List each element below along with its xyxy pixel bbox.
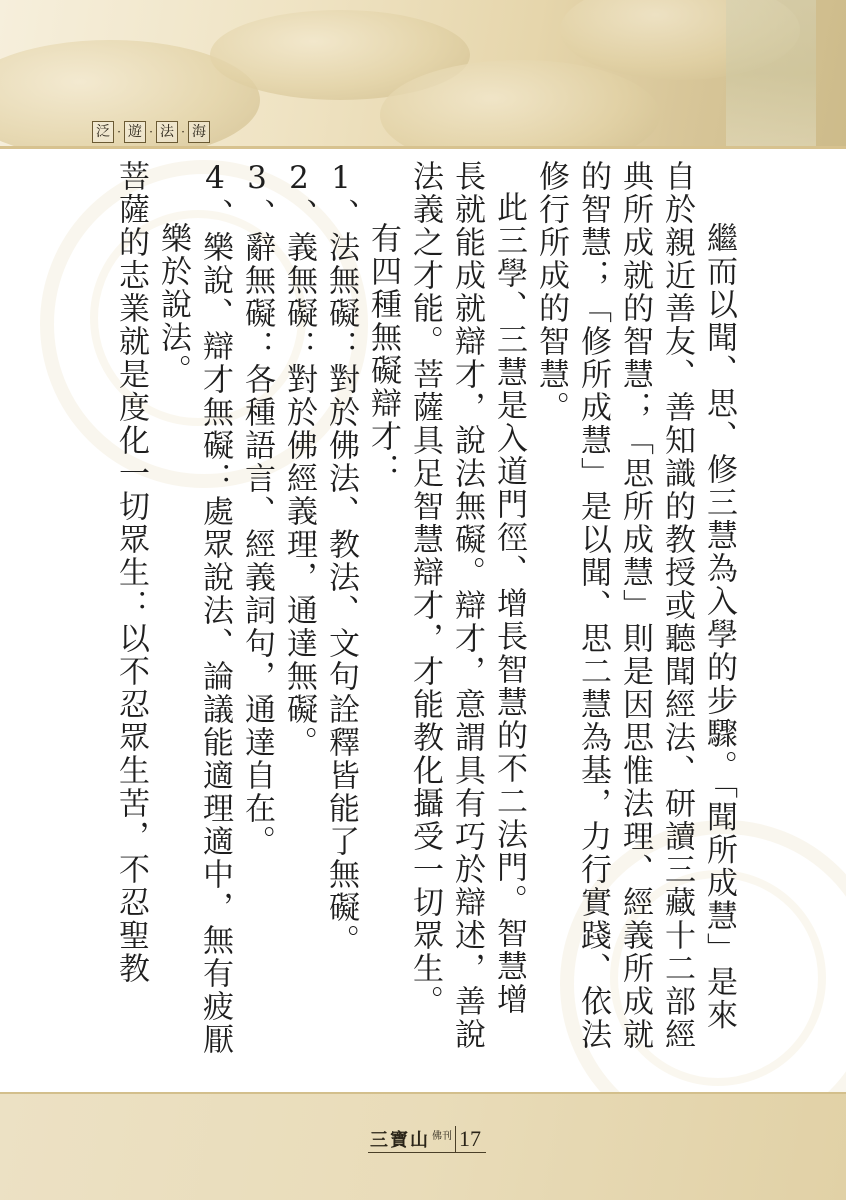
page-number: 17 bbox=[459, 1126, 481, 1151]
series-char-2: 遊 bbox=[124, 121, 146, 143]
text-column: 繼而以聞、思、修三慧為入學的步驟。「聞所成慧」是來 bbox=[701, 222, 737, 1032]
series-char-4: 海 bbox=[188, 121, 210, 143]
article-body bbox=[100, 160, 740, 1085]
list-item: 4、樂說、辯才無礙：處眾說法、論議能適理適中，無有疲厭 bbox=[197, 160, 233, 1056]
page-separator bbox=[455, 1126, 456, 1152]
text-column: 長就能成就辯才，說法無礙。辯才，意謂具有巧於辯述，善說 bbox=[449, 160, 485, 1051]
footer-label bbox=[370, 1126, 481, 1152]
text-column: 法義之才能。菩薩具足智慧辯才，才能教化攝受一切眾生。 bbox=[407, 160, 443, 1018]
series-char-3: 法 bbox=[156, 121, 178, 143]
text-column: 的智慧；「修所成慧」是以聞、思二慧為基，力行實踐、依法 bbox=[575, 160, 611, 1051]
series-title: 泛 · 遊 · 法 · 海 bbox=[92, 121, 210, 143]
series-char-1: 泛 bbox=[92, 121, 114, 143]
magazine-name: 三寶山 bbox=[370, 1130, 430, 1151]
text-column: 此三學、三慧是入道門徑、增長智慧的不二法門。智慧增 bbox=[491, 191, 527, 1016]
text-column: 典所成就的智慧；「思所成慧」則是因思惟法理、經義所成就 bbox=[617, 160, 653, 1051]
list-item: 1、法無礙：對於佛法、教法、文句詮釋皆能了無礙。 bbox=[323, 160, 359, 957]
magazine-subtitle: 佛刊 bbox=[432, 1131, 452, 1142]
list-item: 3、辭無礙：各種語言、經義詞句，通達自在。 bbox=[239, 160, 275, 858]
footer-divider bbox=[0, 1092, 846, 1094]
footer-underline bbox=[368, 1152, 486, 1153]
text-column: 有四種無礙辯才： bbox=[365, 222, 401, 486]
list-item-continuation: 樂於說法。 bbox=[155, 222, 191, 387]
text-column: 菩薩的志業就是度化一切眾生：以不忍眾生苦，不忍聖教 bbox=[113, 160, 149, 985]
header-divider bbox=[0, 146, 846, 149]
text-column: 修行所成的智慧。 bbox=[533, 160, 569, 424]
list-item: 2、義無礙：對於佛經義理，通達無礙。 bbox=[281, 160, 317, 759]
text-column: 自於親近善友、善知識的教授或聽聞經法、研讀三藏十二部經 bbox=[659, 160, 695, 1051]
